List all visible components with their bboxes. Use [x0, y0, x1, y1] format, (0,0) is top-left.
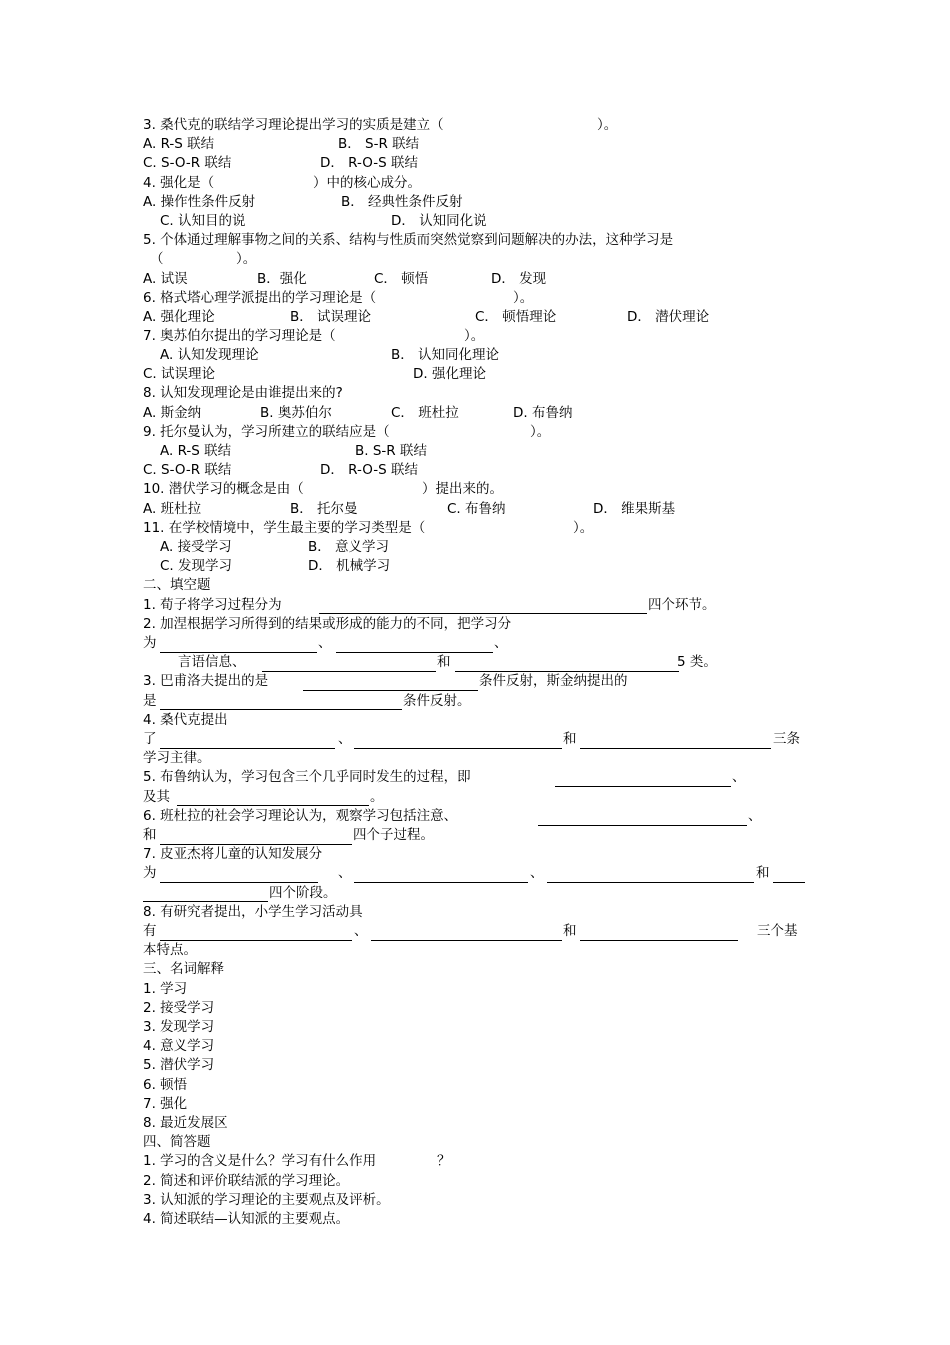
q3-option-a: A. R-S 联结: [143, 136, 215, 152]
q5-open: （: [150, 251, 164, 267]
f7-blank-4a[interactable]: [773, 882, 805, 883]
f5-text-a: 5. 布鲁纳认为，学习包含三个几乎同时发生的过程，即: [143, 769, 471, 785]
f7-text-a: 7. 皮亚杰将儿童的认知发展分: [143, 846, 323, 862]
f8-text-a: 8. 有研究者提出，小学生学习活动具: [143, 904, 363, 920]
q7-option-b: B． 认知同化理论: [391, 347, 500, 363]
f5-blank-1[interactable]: [555, 786, 731, 787]
q8-option-b: B. 奥苏伯尔: [260, 405, 332, 421]
q5-close: ）。: [236, 251, 257, 267]
q5-option-b: B．强化: [257, 271, 307, 287]
short-q4: 4. 简述联结—认知派的主要观点。: [143, 1211, 350, 1227]
q10-option-b: B． 托尔曼: [290, 501, 358, 517]
q9-close: ）。: [530, 424, 551, 440]
q9-option-d: D． R-O-S 联结: [320, 462, 419, 478]
term-item: 8. 最近发展区: [143, 1115, 228, 1131]
q9-option-c: C. S-O-R 联结: [143, 462, 232, 478]
f2-text-d: 、: [494, 635, 508, 651]
f8-text-e: 三个基: [757, 923, 798, 939]
f6-text-c: 和: [143, 827, 157, 843]
q9-stem: 9. 托尔曼认为，学习所建立的联结应是（: [143, 424, 390, 440]
f2-text-g: 5 类。: [677, 654, 717, 670]
f1-blank[interactable]: [319, 613, 647, 614]
short-q1-text: 1. 学习的含义是什么？学习有什么作用: [143, 1153, 377, 1169]
f7-blank-4b[interactable]: [143, 901, 268, 902]
f2-text-f: 和: [437, 654, 451, 670]
term-item: 6. 顿悟: [143, 1077, 188, 1093]
f4-text-d: 和: [563, 731, 577, 747]
f2-text-a: 2. 加涅根据学习所得到的结果或形成的能力的不同，把学习分: [143, 616, 512, 632]
term-item: 1. 学习: [143, 981, 188, 997]
f6-blank-1[interactable]: [538, 825, 747, 826]
q3-option-d: D． R-O-S 联结: [320, 155, 419, 171]
f3-blank-2[interactable]: [160, 709, 402, 710]
f8-text-f: 本特点。: [143, 942, 197, 958]
f5-blank-2[interactable]: [177, 805, 369, 806]
f3-text-b: 条件反射，斯金纳提出的: [479, 673, 628, 689]
q6-option-a: A. 强化理论: [143, 309, 215, 325]
q10-option-c: C. 布鲁纳: [447, 501, 506, 517]
q7-stem: 7. 奥苏伯尔提出的学习理论是（: [143, 328, 336, 344]
f1-text-b: 四个环节。: [648, 597, 716, 613]
f2-blank-2[interactable]: [336, 652, 493, 653]
f8-blank-2[interactable]: [371, 940, 562, 941]
term-item: 7. 强化: [143, 1096, 188, 1112]
q11-option-d: D． 机械学习: [308, 558, 391, 574]
q9-option-b: B. S-R 联结: [355, 443, 427, 459]
fill-section-heading: 二、填空题: [143, 577, 211, 593]
f8-blank-1[interactable]: [160, 940, 352, 941]
q11-option-b: B． 意义学习: [308, 539, 390, 555]
f3-text-d: 条件反射。: [403, 693, 471, 709]
q6-stem: 6. 格式塔心理学派提出的学习理论是（: [143, 290, 377, 306]
f2-blank-3[interactable]: [262, 671, 436, 672]
f2-text-c: 、: [318, 635, 332, 651]
f4-text-b: 了: [143, 731, 157, 747]
q4-option-a: A. 操作性条件反射: [143, 194, 256, 210]
f6-blank-2[interactable]: [160, 844, 352, 845]
q3-close: ）。: [597, 117, 618, 133]
f7-blank-2[interactable]: [354, 882, 528, 883]
q8-option-c: C． 班杜拉: [391, 405, 459, 421]
short-q3: 3. 认知派的学习理论的主要观点及评析。: [143, 1192, 390, 1208]
f8-text-d: 和: [563, 923, 577, 939]
f4-text-f: 学习主律。: [143, 750, 211, 766]
term-item: 3. 发现学习: [143, 1019, 215, 1035]
q11-close: ）。: [573, 520, 594, 536]
q4-option-c: C. 认知目的说: [160, 213, 246, 229]
short-q2: 2. 简述和评价联结派的学习理论。: [143, 1173, 350, 1189]
q9-option-a: A. R-S 联结: [160, 443, 232, 459]
f3-blank-1[interactable]: [303, 690, 478, 691]
f6-text-d: 四个子过程。: [353, 827, 434, 843]
f5-text-d: 。: [370, 789, 384, 805]
q10-option-a: A. 班杜拉: [143, 501, 202, 517]
q4-stem-b: ）中的核心成分。: [313, 175, 421, 191]
f4-blank-1[interactable]: [160, 748, 335, 749]
f1-text-a: 1. 荀子将学习过程分为: [143, 597, 282, 613]
f4-blank-3[interactable]: [580, 748, 771, 749]
terms-section-heading: 三、名词解释: [143, 961, 224, 977]
q10-option-d: D． 维果斯基: [593, 501, 676, 517]
f4-text-e: 三条: [773, 731, 800, 747]
q7-close: ）。: [464, 328, 485, 344]
f7-text-c: 、: [338, 865, 352, 881]
f7-text-e: 和: [756, 865, 770, 881]
q6-option-b: B． 试误理论: [290, 309, 372, 325]
q11-stem: 11. 在学校情境中，学生最主要的学习类型是（: [143, 520, 426, 536]
f5-text-b: 、: [732, 769, 746, 785]
f8-text-b: 有: [143, 923, 157, 939]
q5-option-a: A. 试误: [143, 271, 188, 287]
q7-option-c: C. 试误理论: [143, 366, 216, 382]
f4-text-a: 4. 桑代克提出: [143, 712, 228, 728]
f7-blank-3[interactable]: [547, 882, 754, 883]
q8-stem: 8. 认知发现理论是由谁提出来的?: [143, 385, 343, 401]
short-section-heading: 四、简答题: [143, 1134, 211, 1150]
q8-option-a: A. 斯金纳: [143, 405, 202, 421]
f8-text-c: 、: [354, 923, 368, 939]
q7-option-a: A. 认知发现理论: [160, 347, 259, 363]
term-item: 2. 接受学习: [143, 1000, 215, 1016]
term-item: 4. 意义学习: [143, 1038, 215, 1054]
q4-option-d: D． 认知同化说: [391, 213, 487, 229]
q4-option-b: B． 经典性条件反射: [341, 194, 463, 210]
q10-stem-b: ）提出来的。: [422, 481, 503, 497]
f2-blank-4[interactable]: [455, 671, 679, 672]
f4-text-c: 、: [338, 731, 352, 747]
f7-text-b: 为: [143, 865, 157, 881]
q10-stem-a: 10. 潜伏学习的概念是由（: [143, 481, 304, 497]
q8-option-d: D. 布鲁纳: [513, 405, 573, 421]
f3-text-a: 3. 巴甫洛夫提出的是: [143, 673, 269, 689]
f3-text-c: 是: [143, 693, 157, 709]
q6-close: ）。: [513, 290, 534, 306]
f7-text-d: 、: [530, 865, 544, 881]
f5-text-c: 及其: [143, 789, 170, 805]
q5-stem: 5. 个体通过理解事物之间的关系、结构与性质而突然觉察到问题解决的办法，这种学习是: [143, 232, 674, 248]
f6-text-a: 6. 班杜拉的社会学习理论认为，观察学习包括注意、: [143, 808, 458, 824]
short-q1-mark: ？: [437, 1153, 451, 1169]
f8-blank-3[interactable]: [580, 940, 738, 941]
q11-option-c: C. 发现学习: [160, 558, 233, 574]
q5-option-d: D． 发现: [491, 271, 547, 287]
f4-blank-2[interactable]: [354, 748, 562, 749]
q4-stem-a: 4. 强化是（: [143, 175, 215, 191]
q3-option-c: C. S-O-R 联结: [143, 155, 232, 171]
q3-stem: 3. 桑代克的联结学习理论提出学习的实质是建立（: [143, 117, 444, 133]
f2-text-b: 为: [143, 635, 157, 651]
f7-blank-1[interactable]: [160, 882, 318, 883]
f2-blank-1[interactable]: [160, 652, 317, 653]
q5-option-c: C． 顿悟: [374, 271, 429, 287]
f6-text-b: 、: [748, 808, 762, 824]
term-item: 5. 潜伏学习: [143, 1057, 215, 1073]
q3-option-b: B． S-R 联结: [338, 136, 420, 152]
q6-option-c: C． 顿悟理论: [475, 309, 557, 325]
q7-option-d: D. 强化理论: [413, 366, 486, 382]
q11-option-a: A. 接受学习: [160, 539, 232, 555]
f2-text-e: 言语信息、: [178, 654, 246, 670]
f7-text-f: 四个阶段。: [269, 885, 337, 901]
q6-option-d: D． 潜伏理论: [627, 309, 710, 325]
